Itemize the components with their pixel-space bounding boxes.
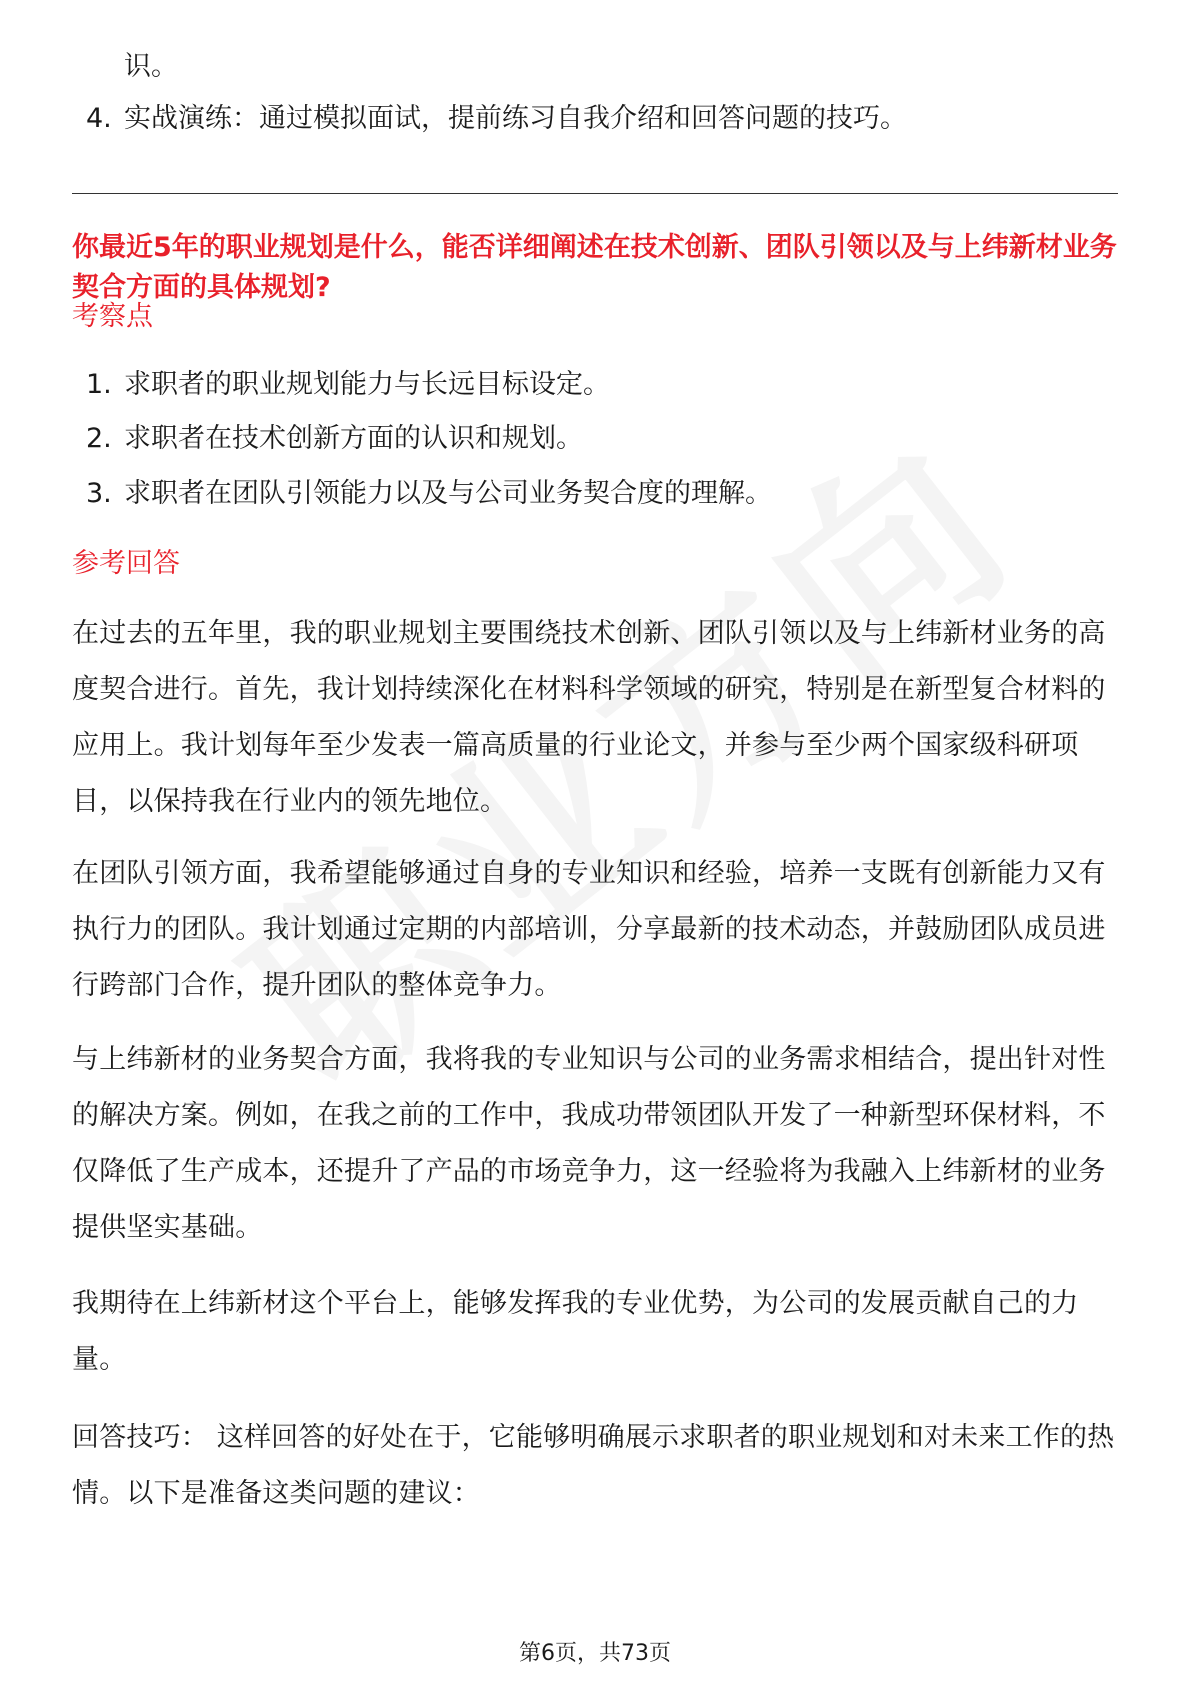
- list-text: 求职者的职业规划能力与长远目标设定。: [124, 369, 610, 400]
- answer-paragraph: 我期待在上纬新材这个平台上，能够发挥我的专业优势，为公司的发展贡献自己的力量。: [72, 1288, 1079, 1375]
- exam-points-title: 考察点: [72, 301, 153, 332]
- exam-point-item: [86, 366, 1116, 404]
- section-divider: [72, 193, 1118, 194]
- list-number: 2.: [86, 423, 112, 454]
- prev-list-item: [86, 100, 1116, 138]
- list-text: 求职者在团队引领能力以及与公司业务契合度的理解。: [124, 478, 772, 509]
- answer-tips: 回答技巧： 这样回答的好处在于，它能够明确展示求职者的职业规划和对未来工作的热情。以下是准备这类问题的建议：: [72, 1422, 1115, 1509]
- list-text: 求职者在技术创新方面的认识和规划。: [124, 423, 583, 454]
- prev-list-continuation: 识。: [124, 51, 178, 82]
- exam-point-item: [86, 475, 1116, 513]
- answer-paragraph: 与上纬新材的业务契合方面，我将我的专业知识与公司的业务需求相结合，提出针对性的解决方案。例如，在我之前的工作中，我成功带领团队开发了一种新型环保材料，不仅降低了生产成本，还提升了产品的市场竞争力，这一经验将为我融入上纬新材的业务提供坚实基础。: [72, 1044, 1106, 1243]
- list-text: 实战演练：通过模拟面试，提前练习自我介绍和回答问题的技巧。: [124, 103, 907, 134]
- answer-title: 参考回答: [72, 548, 180, 579]
- list-number: 3.: [86, 478, 112, 509]
- exam-point-item: [86, 420, 1116, 458]
- list-number: 4.: [86, 103, 112, 134]
- answer-paragraph: 在过去的五年里，我的职业规划主要围绕技术创新、团队引领以及与上纬新材业务的高度契合进行。首先，我计划持续深化在材料科学领域的研究，特别是在新型复合材料的应用上。我计划每年至少发表一篇高质量的行业论文，并参与至少两个国家级科研项目，以保持我在行业内的领先地位。: [72, 618, 1106, 817]
- question-heading: 你最近5年的职业规划是什么，能否详细阐述在技术创新、团队引领以及与上纬新材业务契合方面的具体规划?: [72, 232, 1117, 303]
- answer-paragraph: 在团队引领方面，我希望能够通过自身的专业知识和经验，培养一支既有创新能力又有执行力的团队。我计划通过定期的内部培训，分享最新的技术动态，并鼓励团队成员进行跨部门合作，提升团队的整体竞争力。: [72, 858, 1106, 1001]
- list-number: 1.: [86, 369, 112, 400]
- page-number: 第6页，共73页: [519, 1641, 671, 1666]
